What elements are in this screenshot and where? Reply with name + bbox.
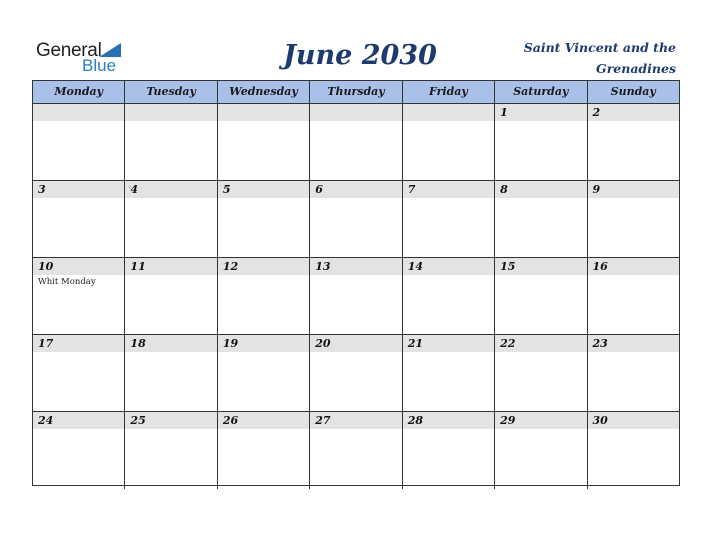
- day-band: [310, 181, 401, 198]
- day-number: 27: [315, 414, 331, 427]
- day-band: [33, 181, 124, 198]
- day-number: 4: [130, 183, 139, 196]
- day-number: 16: [592, 260, 608, 273]
- day-number: 29: [500, 414, 516, 427]
- weekday-tuesday: Tuesday: [125, 81, 217, 103]
- day-cell[interactable]: [125, 104, 217, 180]
- day-cell[interactable]: [403, 335, 495, 411]
- logo-text-blue: Blue: [82, 56, 117, 75]
- weekday-header: [33, 81, 679, 104]
- week-row: [33, 104, 679, 181]
- country-line-1: Saint Vincent and the: [523, 40, 676, 55]
- country-name: [456, 37, 676, 79]
- day-number: 19: [222, 337, 239, 350]
- day-band: [33, 104, 124, 121]
- calendar-title: June 2030: [283, 40, 437, 71]
- day-band: [495, 181, 586, 198]
- day-cell[interactable]: [495, 412, 587, 489]
- logo-text-general: General: [36, 40, 102, 61]
- week-row: [33, 412, 679, 489]
- day-number: 2: [592, 106, 601, 119]
- calendar-weeks: [33, 104, 679, 489]
- day-cell[interactable]: [310, 104, 402, 180]
- day-number: 21: [407, 337, 423, 350]
- weekday-saturday: Saturday: [495, 81, 587, 103]
- week-row: [33, 181, 679, 258]
- day-cell[interactable]: [33, 181, 125, 257]
- day-cell[interactable]: [588, 181, 679, 257]
- day-number: 5: [222, 183, 231, 196]
- weekday-thursday: Thursday: [310, 81, 402, 103]
- day-cell[interactable]: [33, 104, 125, 180]
- day-number: 22: [500, 337, 516, 350]
- day-band: [218, 104, 309, 121]
- day-cell[interactable]: [125, 412, 217, 489]
- day-number: 8: [500, 183, 508, 196]
- day-number: 13: [315, 260, 331, 273]
- day-cell[interactable]: [310, 181, 402, 257]
- day-number: 15: [500, 260, 516, 273]
- day-cell[interactable]: [588, 335, 679, 411]
- day-cell[interactable]: [218, 258, 310, 334]
- day-band: [403, 104, 494, 121]
- generalblue-logo: [36, 40, 136, 76]
- day-cell[interactable]: [588, 104, 679, 180]
- day-cell[interactable]: [125, 181, 217, 257]
- day-number: 17: [38, 337, 54, 350]
- holiday-label: Whit Monday: [38, 277, 96, 287]
- day-cell[interactable]: [33, 335, 125, 411]
- weekday-sunday: Sunday: [610, 85, 656, 98]
- day-cell[interactable]: [495, 181, 587, 257]
- day-cell[interactable]: [125, 258, 217, 334]
- day-cell[interactable]: [495, 335, 587, 411]
- day-cell[interactable]: [218, 104, 310, 180]
- day-band: [310, 104, 401, 121]
- day-number: 1: [500, 106, 508, 119]
- day-cell[interactable]: [403, 181, 495, 257]
- day-number: 3: [38, 183, 46, 196]
- week-row: [33, 258, 679, 335]
- day-band: [588, 104, 679, 121]
- blue-triangle-icon: [99, 43, 121, 57]
- week-row: [33, 335, 679, 412]
- day-number: 12: [222, 260, 239, 273]
- country-line-2: Grenadines: [596, 61, 676, 76]
- day-cell[interactable]: [33, 258, 125, 334]
- day-cell[interactable]: [218, 181, 310, 257]
- day-cell[interactable]: [218, 335, 310, 411]
- day-band: [495, 104, 586, 121]
- day-number: 14: [407, 260, 423, 273]
- day-cell[interactable]: [495, 258, 587, 334]
- day-band: [403, 181, 494, 198]
- day-number: 23: [592, 337, 608, 350]
- day-number: 26: [222, 414, 239, 427]
- weekday-monday: Monday: [33, 81, 125, 103]
- calendar-grid: [32, 80, 680, 486]
- day-cell[interactable]: [588, 258, 679, 334]
- day-cell[interactable]: [310, 335, 402, 411]
- day-band: [218, 181, 309, 198]
- day-band: [125, 104, 216, 121]
- day-number: 25: [130, 414, 146, 427]
- day-number: 9: [592, 183, 601, 196]
- day-number: 28: [407, 414, 423, 427]
- day-cell[interactable]: [588, 412, 679, 489]
- day-number: 7: [407, 183, 416, 196]
- day-number: 18: [130, 337, 146, 350]
- day-cell[interactable]: [310, 412, 402, 489]
- day-band: [588, 181, 679, 198]
- day-cell[interactable]: [218, 412, 310, 489]
- day-number: 20: [315, 337, 331, 350]
- day-cell[interactable]: [33, 412, 125, 489]
- day-number: 6: [315, 183, 323, 196]
- weekday-wednesday: Wednesday: [218, 81, 310, 103]
- day-number: 10: [38, 260, 54, 273]
- day-number: 24: [38, 414, 54, 427]
- day-cell[interactable]: [125, 335, 217, 411]
- day-cell[interactable]: [495, 104, 587, 180]
- weekday-friday: Friday: [403, 81, 495, 103]
- day-cell[interactable]: [403, 104, 495, 180]
- day-cell[interactable]: [403, 258, 495, 334]
- day-band: [125, 181, 216, 198]
- day-number: 30: [592, 414, 608, 427]
- day-cell[interactable]: [403, 412, 495, 489]
- day-cell[interactable]: [310, 258, 402, 334]
- day-number: 11: [130, 260, 146, 273]
